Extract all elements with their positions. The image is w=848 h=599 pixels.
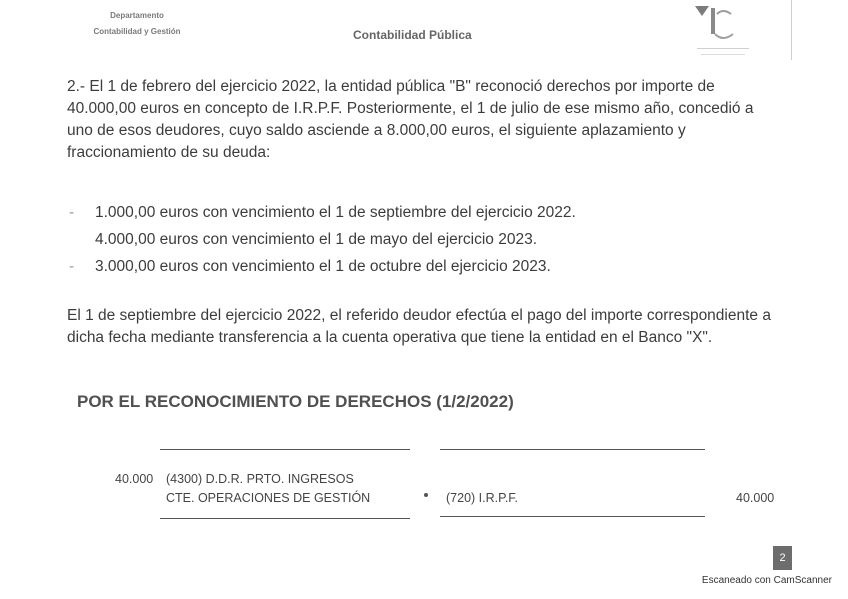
scanner-watermark: Escaneado con CamScanner bbox=[701, 575, 832, 586]
payment-statement: El 1 de septiembre del ejercicio 2022, el referido deudor efectúa el pago del importe correspondiente a dicha fecha mediante transferencia a la cuenta operativa que tiene la entidad en el Banco "X". bbox=[67, 307, 771, 346]
exercise-statement: 2.- El 1 de febrero del ejercicio 2022, la entidad pública "B" reconoció derechos por importe de 40.000,00 euros en concepto de I.R.P.F. Posteriormente, el 1 de julio de ese mismo año, concedió a uno de esos deudores, cuyo saldo asciende a 8.000,00 euros, el siguiente aplazamiento y fraccionamiento de su deuda: bbox=[67, 78, 754, 161]
list-item bbox=[67, 253, 782, 280]
page-number-badge: 2 bbox=[773, 546, 792, 570]
dash-bullet: - bbox=[69, 258, 75, 275]
header-divider bbox=[791, 0, 792, 60]
subject-title: Contabilidad Pública bbox=[353, 28, 472, 42]
debit-top-rule bbox=[160, 449, 410, 450]
credit-account: (720) I.R.P.F. bbox=[446, 491, 519, 505]
dash-bullet: - bbox=[69, 204, 75, 221]
credit-amount: 40.000 bbox=[736, 491, 775, 505]
installment-text: 3.000,00 euros con vencimiento el 1 de octubre del ejercicio 2023. bbox=[95, 258, 551, 275]
entry-separator-dot bbox=[424, 493, 428, 497]
installment-text: 4.000,00 euros con vencimiento el 1 de mayo del ejercicio 2023. bbox=[95, 231, 538, 248]
debit-account-line2: CTE. OPERACIONES DE GESTIÓN bbox=[166, 491, 371, 505]
debit-bottom-rule bbox=[160, 518, 410, 519]
university-logo-icon bbox=[693, 4, 753, 62]
section-title: POR EL RECONOCIMIENTO DE DERECHOS (1/2/2022) bbox=[77, 392, 514, 411]
department-area: Contabilidad y Gestión bbox=[93, 27, 181, 36]
installment-text: 1.000,00 euros con vencimiento el 1 de septiembre del ejercicio 2022. bbox=[95, 204, 576, 221]
list-item bbox=[67, 226, 782, 253]
debit-account-line1: (4300) D.D.R. PRTO. INGRESOS bbox=[166, 472, 354, 486]
department-header bbox=[72, 8, 202, 40]
debit-amount: 40.000 bbox=[115, 472, 154, 486]
installment-list bbox=[67, 199, 782, 280]
list-item bbox=[67, 199, 782, 226]
credit-bottom-rule bbox=[440, 516, 705, 517]
department-name: Departamento bbox=[110, 11, 164, 20]
credit-top-rule bbox=[440, 449, 705, 450]
